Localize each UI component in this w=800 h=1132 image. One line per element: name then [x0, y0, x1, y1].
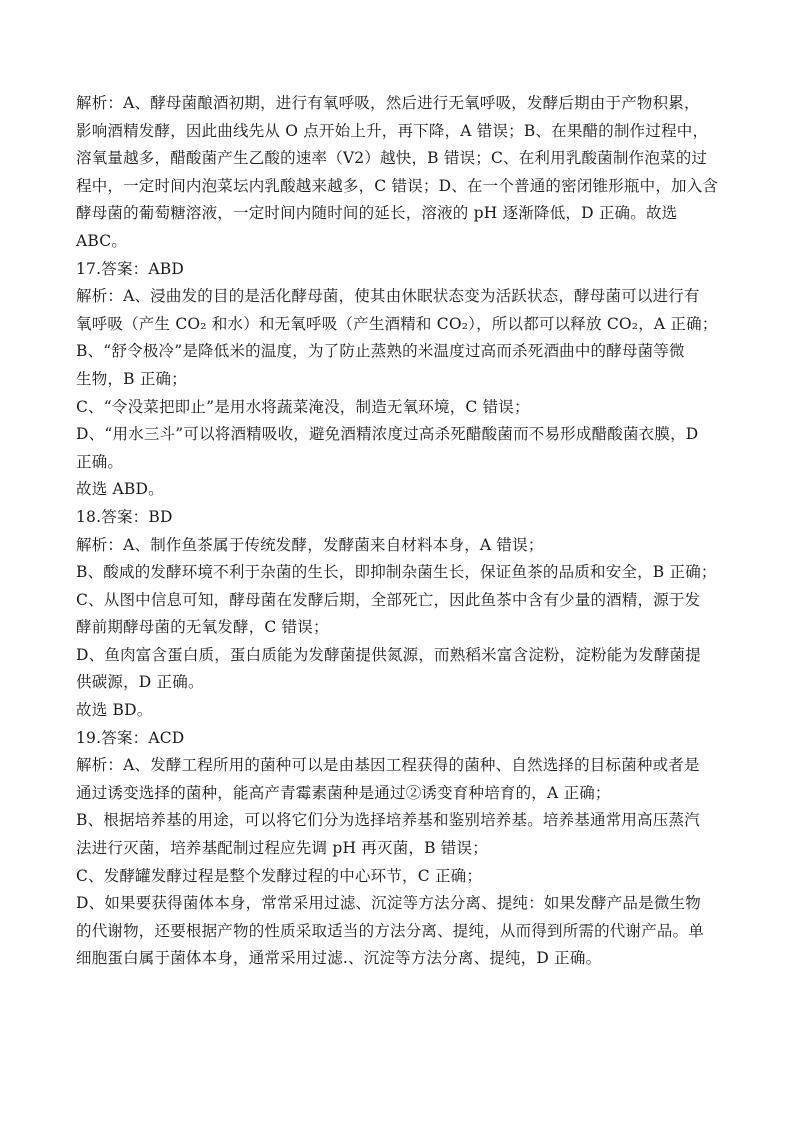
text-line: 酵前期酵母菌的无氧发酵，C 错误； — [76, 618, 329, 637]
text-line: 细胞蛋白属于菌体本身，通常采用过滤.、沉淀等方法分离、提纯，D 正确。 — [76, 949, 602, 968]
text-line: 溶氧量越多，醋酸菌产生乙酸的速率（V2）越快，B 错误；C、在利用乳酸菌制作泡菜的过 — [76, 149, 708, 168]
text-line: C、从图中信息可知，酵母菌在发酵后期，全部死亡，因此鱼茶中含有少量的酒精，源于发 — [76, 590, 701, 609]
analysis-paragraph — [76, 532, 740, 725]
text-line: B、“舒令极冷”是降低米的温度，为了防止蒸熟的米温度过高而杀死酒曲中的酵母菌等微 — [76, 342, 685, 361]
answer-heading: 18.答案：BD — [76, 507, 173, 526]
text-line: D、“用水三斗”可以将酒精吸收，避免酒精浓度过高杀死醋酸菌而不易形成醋酸菌衣膜，D — [76, 425, 699, 444]
text-line: B、根据培养基的用途，可以将它们分为选择培养基和鉴别培养基。培养基通常用高压蒸汽 — [76, 811, 700, 830]
text-line: 解析：A、浸曲发的目的是活化酵母菌，使其由休眠状态变为活跃状态，酵母菌可以进行有 — [76, 287, 700, 306]
text-line: B、酸咸的发酵环境不利于杂菌的生长，即抑制杂菌生长，保证鱼茶的品质和安全，B 正确； — [76, 563, 717, 582]
text-line: 解析：A、制作鱼茶属于传统发酵，发酵菌来自材料本身，A 错误； — [76, 535, 544, 554]
text-line: 解析：A、发酵工程所用的菌种可以是由基因工程获得的菌种、自然选择的目标菌种或者是 — [76, 756, 700, 775]
analysis-paragraph — [76, 90, 740, 256]
text-line: 故选 BD。 — [76, 701, 153, 720]
text-line: D、鱼肉富含蛋白质，蛋白质能为发酵菌提供氮源，而熟稻米富含淀粉，淀粉能为发酵菌提 — [76, 645, 701, 664]
text-line: 生物，B 正确； — [76, 369, 187, 388]
answer-heading: 19.答案：ACD — [76, 728, 185, 747]
text-line: C、“令没菜把即止”是用水将蔬菜淹没，制造无氧环境，C 错误； — [76, 397, 530, 416]
text-line: 解析：A、酵母菌酿酒初期，进行有氧呼吸，然后进行无氧呼吸，发酵后期由于产物积累， — [76, 94, 700, 112]
document-page — [76, 90, 740, 973]
text-line: 程中，一定时间内泡菜坛内乳酸越来越多，C 错误；D、在一个普通的密闭锥形瓶中，加入含 — [76, 176, 719, 195]
text-line: ABC。 — [76, 231, 128, 250]
text-line: D、如果要获得菌体本身，常常采用过滤、沉淀等方法分离、提纯：如果发酵产品是微生物 — [76, 894, 701, 913]
text-line: 影响酒精发酵，因此曲线先从 O 点开始上升，再下降，A 错误；B、在果醋的制作过程中， — [76, 121, 709, 140]
analysis-paragraph — [76, 752, 740, 973]
text-line: 正确。 — [76, 452, 124, 471]
text-line: 故选 ABD。 — [76, 480, 164, 499]
analysis-paragraph — [76, 283, 740, 504]
text-line: 氧呼吸（产生 CO₂ 和水）和无氧呼吸（产生酒精和 CO₂），所以都可以释放 CO₂，A 正确； — [76, 314, 718, 333]
text-line: 酵母菌的葡萄糖溶液，一定时间内随时间的延长，溶液的 pH 逐渐降低，D 正确。故选 — [76, 204, 678, 223]
text-line: 法进行灭菌，培养基配制过程应先调 pH 再灭菌，B 错误； — [76, 839, 488, 858]
answer-heading: 17.答案：ABD — [76, 259, 184, 278]
text-line: 通过诱变选择的菌种，能高产青霉素菌种是通过②诱变育种培育的，A 正确； — [76, 783, 611, 802]
text-line: 供碳源，D 正确。 — [76, 673, 204, 692]
text-line: 的代谢物，还要根据产物的性质采取适当的方法分离、提纯，从而得到所需的代谢产品。单 — [76, 921, 705, 940]
text-line: C、发酵罐发酵过程是整个发酵过程的中心环节，C 正确； — [76, 866, 483, 885]
